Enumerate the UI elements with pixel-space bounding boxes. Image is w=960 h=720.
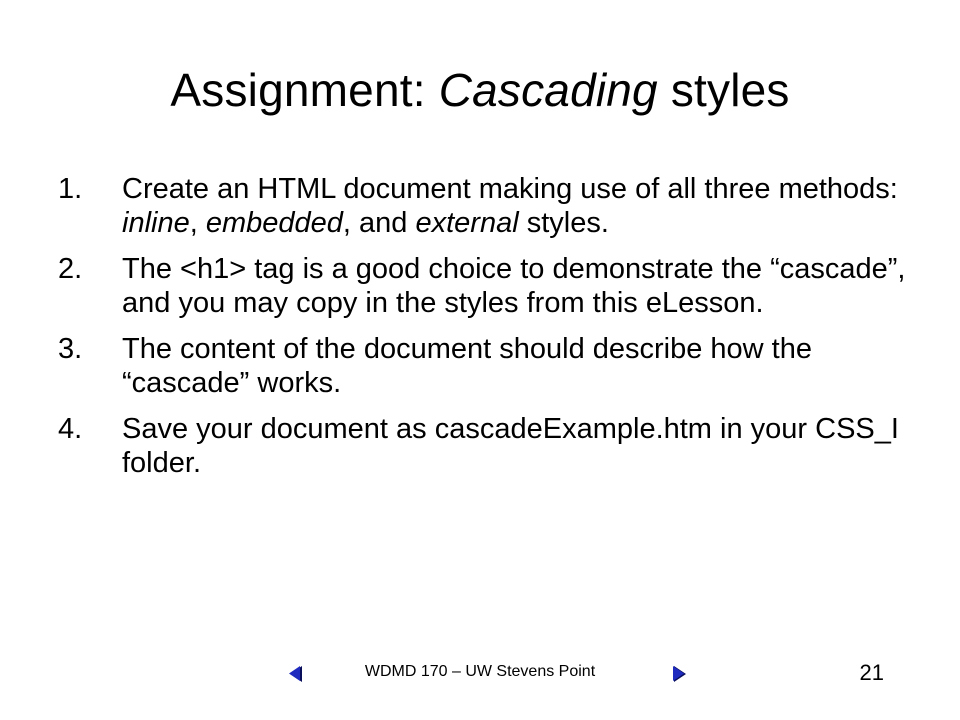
text-italic-embedded: embedded [205,207,343,239]
text-italic-inline: inline [122,207,190,239]
list-item-number: 4. [58,413,83,445]
list-item-number: 2. [58,253,83,285]
page-number: 21 [859,660,884,685]
list-item [58,252,918,320]
slide-title [0,62,960,118]
text-fragment: , [189,207,206,239]
assignment-list [58,172,918,492]
arrow-right-icon [672,665,688,683]
list-item-number: 3. [58,333,83,365]
list-item [58,412,918,480]
list-item-text: The content of the document should describe how the “cascade” works. [122,333,812,399]
list-item-text: The <h1> tag is a good choice to demonstrate the “cascade”, and you may copy in the styles from this eLesson. [122,253,906,319]
footer-text: WDMD 170 – UW Stevens Point [364,663,596,680]
title-text-italic: Cascading [438,64,658,116]
list-item-text: Save your document as cascadeExample.htm in your CSS_I folder. [122,413,899,479]
list-item-text [122,173,898,239]
list-item-number: 1. [58,173,83,205]
text-fragment: styles. [518,207,609,239]
list-item [58,172,918,240]
text-fragment: Create an HTML document making use of all three methods: [122,173,898,205]
next-slide-button[interactable] [672,665,688,683]
title-text-end: styles [657,64,790,116]
text-fragment: , and [342,207,416,239]
list-item [58,332,918,400]
title-text-start: Assignment: [170,64,439,116]
text-italic-external: external [415,207,519,239]
